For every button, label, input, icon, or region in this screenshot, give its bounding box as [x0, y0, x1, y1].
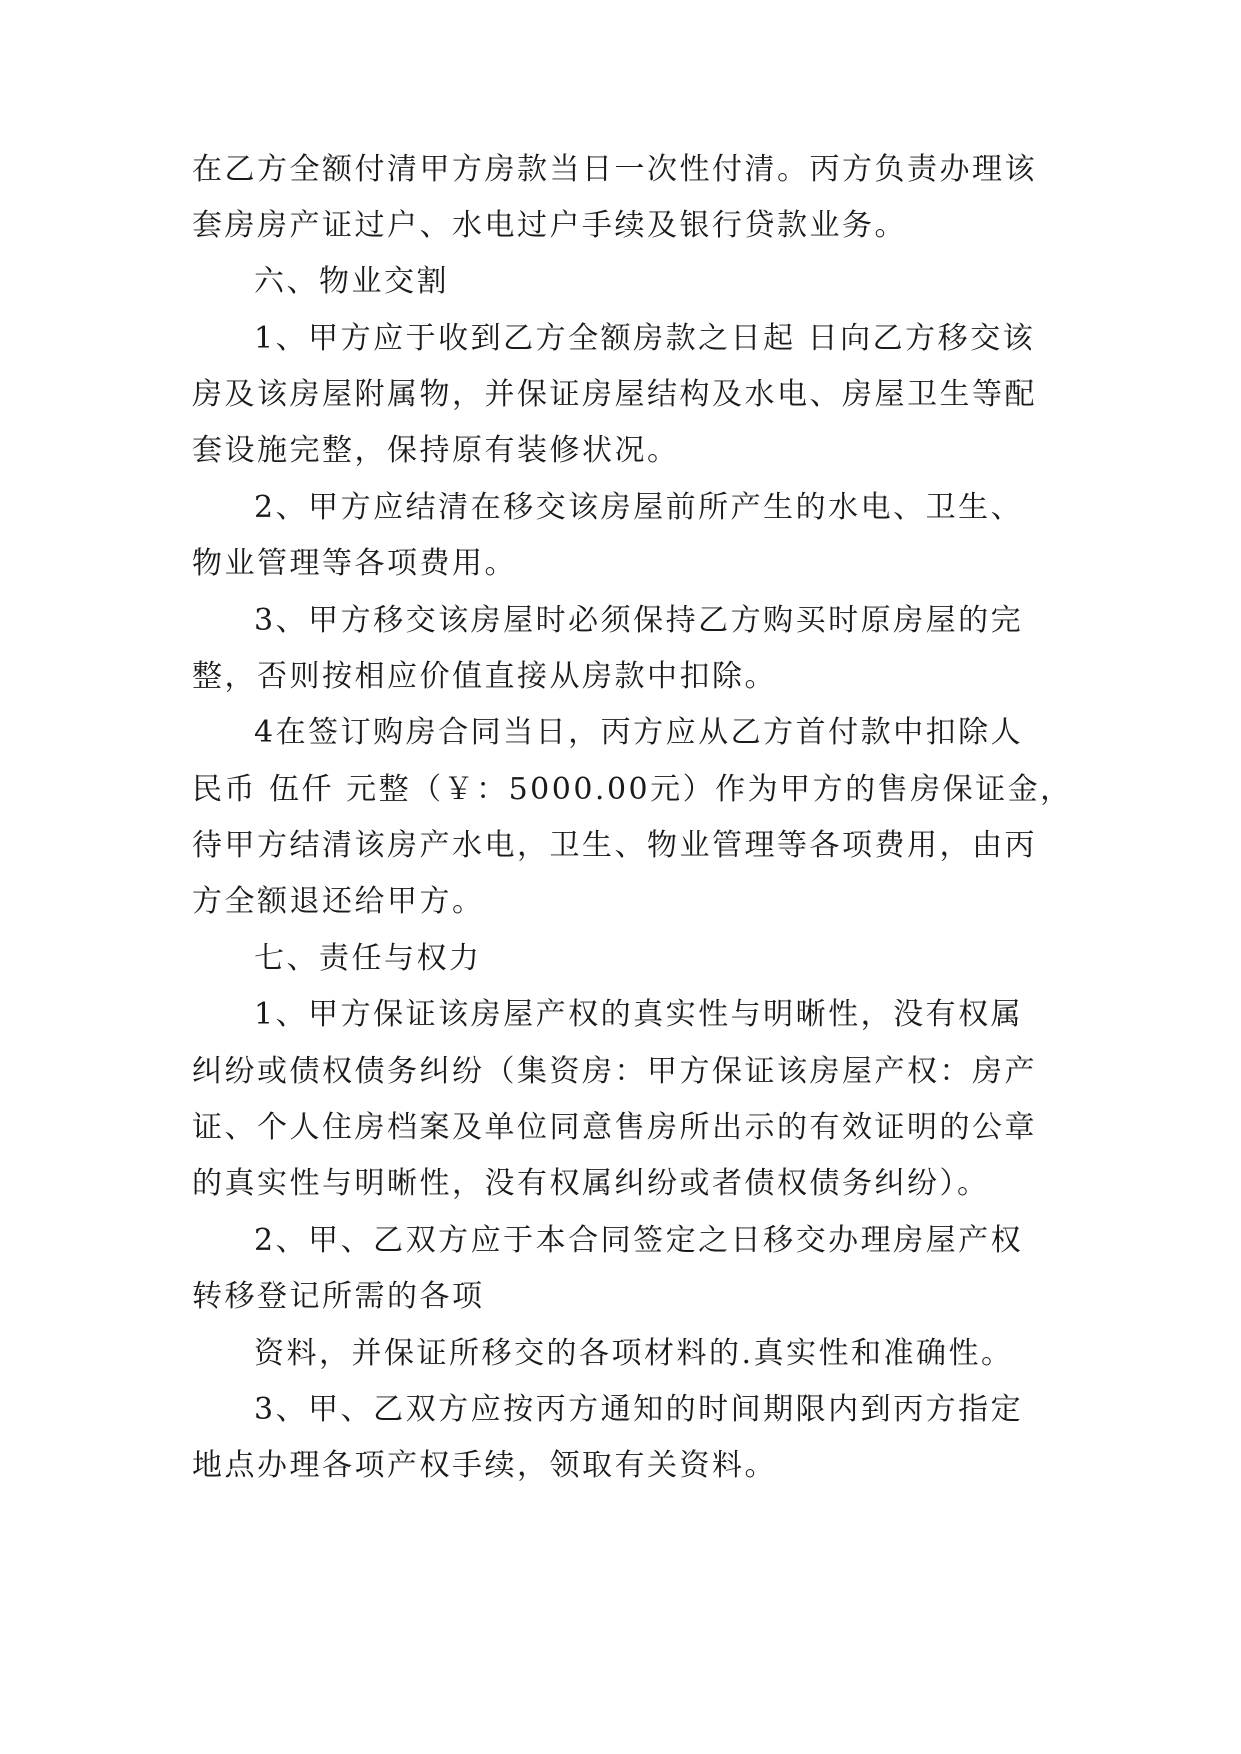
text-line: 房及该房屋附属物，并保证房屋结构及水电、房屋卫生等配 — [192, 377, 1037, 412]
text-line: 方全额退还给甲方。 — [192, 884, 485, 919]
text-line: 物业管理等各项费用。 — [192, 546, 517, 581]
document-body — [192, 152, 1073, 1483]
text-line: 4在签订购房合同当日，丙方应从乙方首付款中扣除人 — [254, 715, 1024, 750]
text-line: 套设施完整，保持原有装修状况。 — [192, 433, 680, 468]
text-line: 整，否则按相应价值直接从房款中扣除。 — [192, 659, 777, 694]
text-line: 待甲方结清该房产水电，卫生、物业管理等各项费用，由丙 — [192, 828, 1037, 863]
section-heading: 七、责任与权力 — [254, 941, 482, 976]
text-line: 的真实性与明晰性，没有权属纠纷或者债权债务纠纷）。 — [192, 1166, 990, 1201]
text-line: 套房房产证过户、水电过户手续及银行贷款业务。 — [192, 208, 907, 243]
text-line: 在乙方全额付清甲方房款当日一次性付清。丙方负责办理该 — [192, 152, 1037, 187]
text-line: 1、甲方保证该房屋产权的真实性与明晰性，没有权属 — [254, 997, 1024, 1032]
section-heading: 六、物业交割 — [254, 264, 449, 299]
text-line: 证、个人住房档案及单位同意售房所出示的有效证明的公章 — [192, 1110, 1037, 1145]
text-line: 3、甲、乙双方应按丙方通知的时间期限内到丙方指定 — [254, 1392, 1024, 1427]
text-line: 转移登记所需的各项 — [192, 1279, 485, 1314]
text-line: 2、甲、乙双方应于本合同签定之日移交办理房屋产权 — [254, 1223, 1024, 1258]
text-line: 2、甲方应结清在移交该房屋前所产生的水电、卫生、 — [254, 490, 1024, 525]
text-line: 地点办理各项产权手续，领取有关资料。 — [192, 1448, 777, 1483]
text-line: 纠纷或债权债务纠纷（集资房：甲方保证该房屋产权：房产 — [192, 1054, 1037, 1089]
text-line: 民币 伍仟 元整（￥：5000.00元）作为甲方的售房保证金， — [192, 772, 1073, 807]
text-line: 3、甲方移交该房屋时必须保持乙方购买时原房屋的完 — [254, 603, 1024, 638]
text-line: 1、甲方应于收到乙方全额房款之日起 日向乙方移交该 — [254, 321, 1036, 356]
text-line: 资料，并保证所移交的各项材料的.真实性和准确性。 — [254, 1336, 1014, 1371]
